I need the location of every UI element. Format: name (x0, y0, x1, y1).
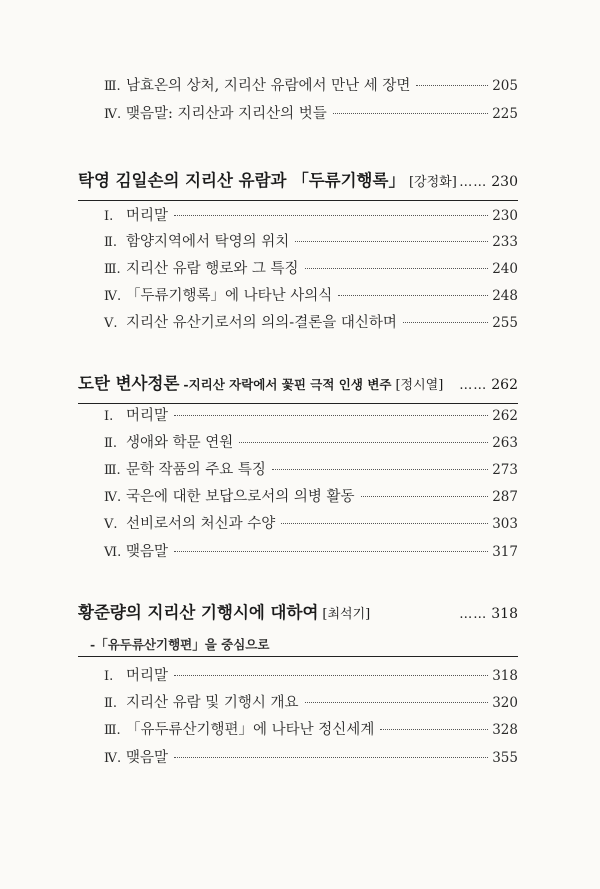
toc-entry (104, 460, 518, 481)
toc-entry (104, 76, 518, 97)
section-author: [정시열] (395, 378, 444, 393)
section-subtitle: -지리산 자락에서 꽃핀 극적 인생 변주 (183, 377, 392, 392)
dot-leader (305, 702, 489, 703)
entry-page: 205 (492, 78, 518, 94)
toc-entry (104, 720, 518, 741)
entry-title: 문학 작품의 주요 특징 (126, 462, 266, 478)
entry-title: 남효온의 상처, 지리산 유람에서 만난 세 장면 (126, 78, 411, 94)
section-title: 도탄 변사정론 (78, 374, 180, 393)
entry-page: 328 (492, 722, 518, 738)
entry-title: 생애와 학문 연원 (126, 435, 234, 451)
entry-title: 선비로서의 처신과 수양 (126, 516, 276, 532)
entry-title: 맺음말 (126, 750, 169, 766)
toc-entry (104, 487, 518, 508)
toc-entry (104, 693, 518, 714)
section-page: 262 (491, 377, 518, 393)
dot-leader (174, 675, 488, 676)
toc-entry (104, 206, 518, 227)
entry-page: 273 (492, 462, 518, 478)
dot-leader (272, 469, 488, 470)
toc-entry (104, 748, 518, 769)
entry-title: 머리말 (126, 208, 169, 224)
toc-entry (104, 666, 518, 687)
entry-page: 287 (492, 489, 518, 505)
section-rule-wrap (78, 656, 518, 657)
dot-leader (305, 268, 489, 269)
toc-entry (104, 542, 518, 563)
entry-title: 국은에 대한 보답으로서의 의병 활동 (126, 489, 355, 505)
entry-number: Ⅴ. (104, 517, 118, 532)
dot-leader (174, 551, 488, 552)
dot-leader (281, 523, 488, 524)
dot-leader (295, 241, 488, 242)
entry-number: Ⅲ. (104, 79, 121, 94)
entry-page: 262 (492, 408, 518, 424)
entry-number: Ⅳ. (104, 490, 122, 505)
entry-number: Ⅳ. (104, 751, 122, 766)
entry-number: Ⅳ. (104, 107, 122, 122)
section-author: [최석기] (322, 607, 371, 622)
entry-page: 240 (492, 261, 518, 277)
dot-leader (174, 415, 488, 416)
section-title: 황준량의 지리산 기행시에 대하여 (78, 603, 319, 622)
section-heading (78, 169, 518, 201)
entry-page: 225 (492, 106, 518, 122)
dot-leader (403, 322, 488, 323)
entry-number: Ⅴ. (104, 316, 118, 331)
section-heading (78, 601, 518, 627)
entry-page: 303 (492, 516, 518, 532)
toc-entry (104, 232, 518, 253)
entry-number: Ⅳ. (104, 289, 122, 304)
toc-entry (104, 259, 518, 280)
entry-page: 318 (492, 668, 518, 684)
dot-leader (361, 496, 489, 497)
entry-number: Ⅰ. (104, 669, 114, 684)
entry-title: 지리산 유람 및 기행시 개요 (126, 695, 299, 711)
section-dots: …… (459, 378, 488, 393)
entry-number: Ⅲ. (104, 723, 121, 738)
dot-leader (416, 85, 488, 86)
dot-leader (338, 295, 488, 296)
entry-title: 맺음말: 지리산과 지리산의 벗들 (126, 106, 327, 122)
entry-title: 함양지역에서 탁영의 위치 (126, 234, 290, 250)
entry-title: 「두류기행록」에 나타난 사의식 (126, 288, 333, 304)
dot-leader (174, 215, 488, 216)
section-heading (78, 372, 518, 404)
entry-page: 320 (492, 695, 518, 711)
entry-title: 지리산 유산기로서의 의의-결론을 대신하며 (126, 315, 397, 331)
entry-page: 230 (492, 208, 518, 224)
entry-number: Ⅵ. (104, 545, 122, 560)
entry-title: 「유두류산기행편」에 나타난 정신세계 (126, 722, 375, 738)
entry-page: 248 (492, 288, 518, 304)
entry-number: Ⅲ. (104, 463, 121, 478)
section-dots: …… (459, 607, 488, 622)
section-author: [강정화] (408, 175, 457, 190)
toc-entry (104, 406, 518, 427)
dot-leader (380, 729, 488, 730)
section-dots: …… (459, 175, 488, 190)
entry-page: 355 (492, 750, 518, 766)
entry-title: 머리말 (126, 408, 169, 424)
entry-page: 317 (492, 544, 518, 560)
toc-entry (104, 313, 518, 334)
entry-title: 맺음말 (126, 544, 169, 560)
section-page: 318 (491, 606, 518, 622)
section-subtitle: -「유두류산기행편」을 중심으로 (90, 637, 270, 652)
entry-number: Ⅰ. (104, 409, 114, 424)
dot-leader (333, 113, 488, 114)
section-rule (78, 200, 518, 201)
toc-entry (104, 104, 518, 125)
toc-entry (104, 286, 518, 307)
entry-page: 233 (492, 234, 518, 250)
toc-entry (104, 433, 518, 454)
entry-number: Ⅱ. (104, 696, 117, 711)
entry-page: 255 (492, 315, 518, 331)
section-title: 탁영 김일손의 지리산 유람과 「두류기행록」 (78, 171, 405, 190)
dot-leader (174, 757, 488, 758)
section-rule (78, 656, 518, 657)
section-page: 230 (491, 174, 518, 190)
entry-number: Ⅰ. (104, 209, 114, 224)
entry-title: 지리산 유람 행로와 그 특징 (126, 261, 299, 277)
entry-number: Ⅲ. (104, 262, 121, 277)
entry-title: 머리말 (126, 668, 169, 684)
section-rule (78, 403, 518, 404)
entry-number: Ⅱ. (104, 436, 117, 451)
dot-leader (239, 442, 488, 443)
entry-page: 263 (492, 435, 518, 451)
toc-entry (104, 514, 518, 535)
entry-number: Ⅱ. (104, 235, 117, 250)
